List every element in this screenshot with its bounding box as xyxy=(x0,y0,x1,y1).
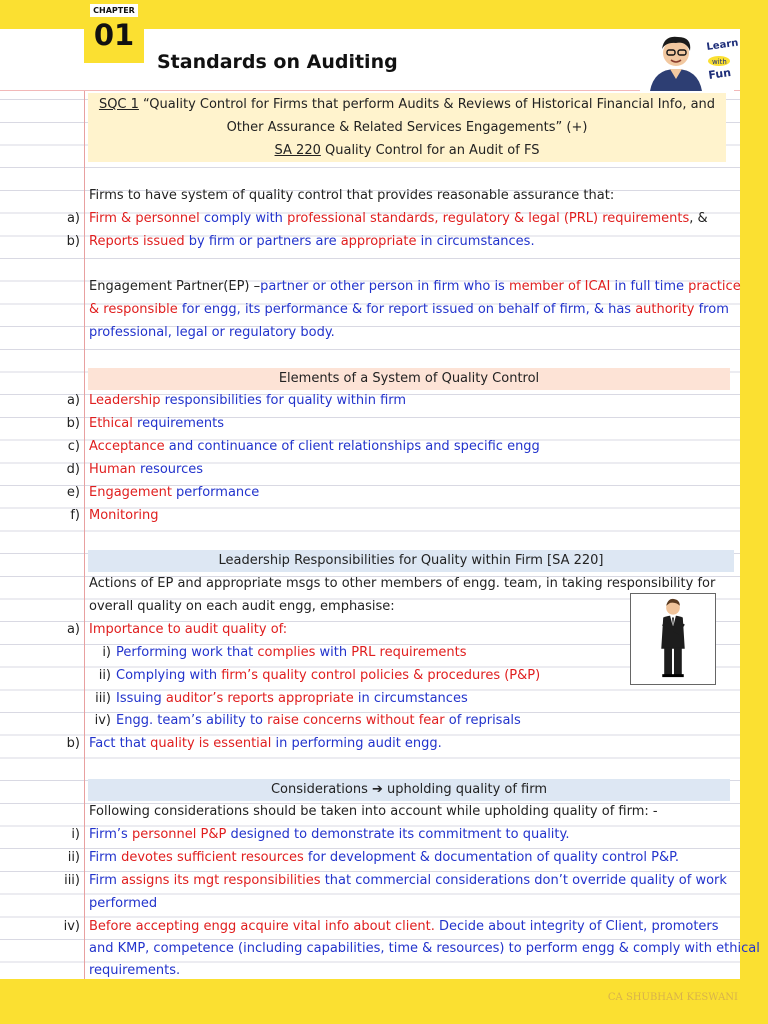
leadership-sub-label: ii) xyxy=(98,668,111,683)
notes-page xyxy=(0,29,760,979)
leadership-heading: Leadership Responsibilities for Quality within Firm [SA 220] xyxy=(88,550,734,572)
cons-iv-text-3: requirements. xyxy=(89,963,181,978)
leadership-sub-label: i) xyxy=(102,645,111,660)
leadership-sub-label: iii) xyxy=(95,691,111,706)
cons-iv-text: Before accepting engg acquire vital info about client. Decide about integrity of Client, promoters xyxy=(89,919,719,934)
logo-text-learn: Learn xyxy=(705,37,740,53)
element-label: e) xyxy=(66,485,80,500)
page-title: Standards on Auditing xyxy=(157,51,398,73)
margin-line xyxy=(84,29,85,979)
leadership-a-label: a) xyxy=(66,622,80,637)
chapter-badge xyxy=(84,0,144,63)
ep-line-1: Engagement Partner(EP) –partner or other person in firm who is member of ICAI in full time practice xyxy=(89,279,741,294)
businessman-illustration xyxy=(630,593,716,685)
elements-heading: Elements of a System of Quality Control xyxy=(88,368,730,390)
logo-text-fun: Fun xyxy=(707,65,732,82)
sa-line xyxy=(88,139,726,162)
sqc-title-box xyxy=(88,93,726,162)
cons-ii-text: Firm devotes sufficient resources for development & documentation of quality control P&P. xyxy=(89,850,680,865)
intro-a-text: Firm & personnel comply with professional standards, regulatory & legal (PRL) requirements, & xyxy=(89,211,708,226)
cons-ii-label: ii) xyxy=(67,850,80,865)
intro-b-label: b) xyxy=(66,234,80,249)
cons-iv-text-2: and KMP, competence (including capabilities, time & resources) to perform engg & comply with ethical xyxy=(89,941,760,956)
sqc-line-1 xyxy=(88,93,726,116)
cons-iii-text-2: performed xyxy=(89,896,158,911)
sqc-code: SQC 1 xyxy=(98,97,139,112)
intro-text: Firms to have system of quality control that provides reasonable assurance that: xyxy=(89,188,615,203)
cons-iii-label: iii) xyxy=(64,873,80,888)
ep-line-3: professional, legal or regulatory body. xyxy=(89,325,335,340)
leadership-sub-item: Complying with firm’s quality control policies & procedures (P&P) xyxy=(116,668,541,683)
cons-i-text: Firm’s personnel P&P designed to demonstrate its commitment to quality. xyxy=(89,827,570,842)
leadership-sub-item: Engg. team’s ability to raise concerns without fear of reprisals xyxy=(116,713,521,728)
element-item: Acceptance and continuance of client relationships and specific engg xyxy=(89,439,540,454)
element-item: Human resources xyxy=(89,462,204,477)
intro-b-text: Reports issued by firm or partners are appropriate in circumstances. xyxy=(89,234,535,249)
element-label: c) xyxy=(67,439,80,454)
element-label: f) xyxy=(70,508,80,523)
leadership-sub-label: iv) xyxy=(94,713,111,728)
leadership-line-2: overall quality on each audit engg, emphasise: xyxy=(89,599,395,614)
element-item: Monitoring xyxy=(89,508,159,523)
sa-code: SA 220 xyxy=(274,143,321,158)
element-item: Leadership responsibilities for quality within firm xyxy=(89,393,407,408)
leadership-a-text: Importance to audit quality of: xyxy=(89,622,288,637)
sqc-line-2: Other Assurance & Related Services Engagements” (+) xyxy=(226,120,588,135)
footer-author: CA SHUBHAM KESWANI xyxy=(607,992,738,1003)
chapter-label: CHAPTER xyxy=(90,4,138,17)
considerations-heading: Considerations ➔ upholding quality of firm xyxy=(88,779,730,801)
cons-iii-text: Firm assigns its mgt responsibilities that commercial considerations don’t override quality of work xyxy=(89,873,727,888)
considerations-intro: Following considerations should be taken into account while upholding quality of firm: - xyxy=(89,804,658,819)
intro-a-label: a) xyxy=(66,211,80,226)
element-item: Ethical requirements xyxy=(89,416,225,431)
cons-iv-label: iv) xyxy=(63,919,80,934)
ep-line-2: & responsible for engg, its performance & for report issued on behalf of firm, & has authority from xyxy=(89,302,729,317)
leadership-b-label: b) xyxy=(66,736,80,751)
leadership-sub-item: Performing work that complies with PRL requirements xyxy=(116,645,467,660)
cons-i-label: i) xyxy=(71,827,80,842)
element-label: a) xyxy=(66,393,80,408)
leadership-b-text: Fact that quality is essential in performing audit engg. xyxy=(89,736,442,751)
element-item: Engagement performance xyxy=(89,485,260,500)
chapter-number: 01 xyxy=(93,18,135,52)
learn-with-fun-logo xyxy=(640,29,740,91)
leadership-line-1: Actions of EP and appropriate msgs to other members of engg. team, in taking responsibility for xyxy=(89,576,716,591)
element-label: d) xyxy=(66,462,80,477)
logo-text-with: with xyxy=(712,58,727,66)
leadership-sub-item: Issuing auditor’s reports appropriate in circumstances xyxy=(116,691,468,706)
element-label: b) xyxy=(66,416,80,431)
sqc-title-part: “Quality Control for Firms that perform Audits & Reviews of Historical Financial Info, and xyxy=(138,97,716,112)
sa-title: Quality Control for an Audit of FS xyxy=(320,143,540,158)
